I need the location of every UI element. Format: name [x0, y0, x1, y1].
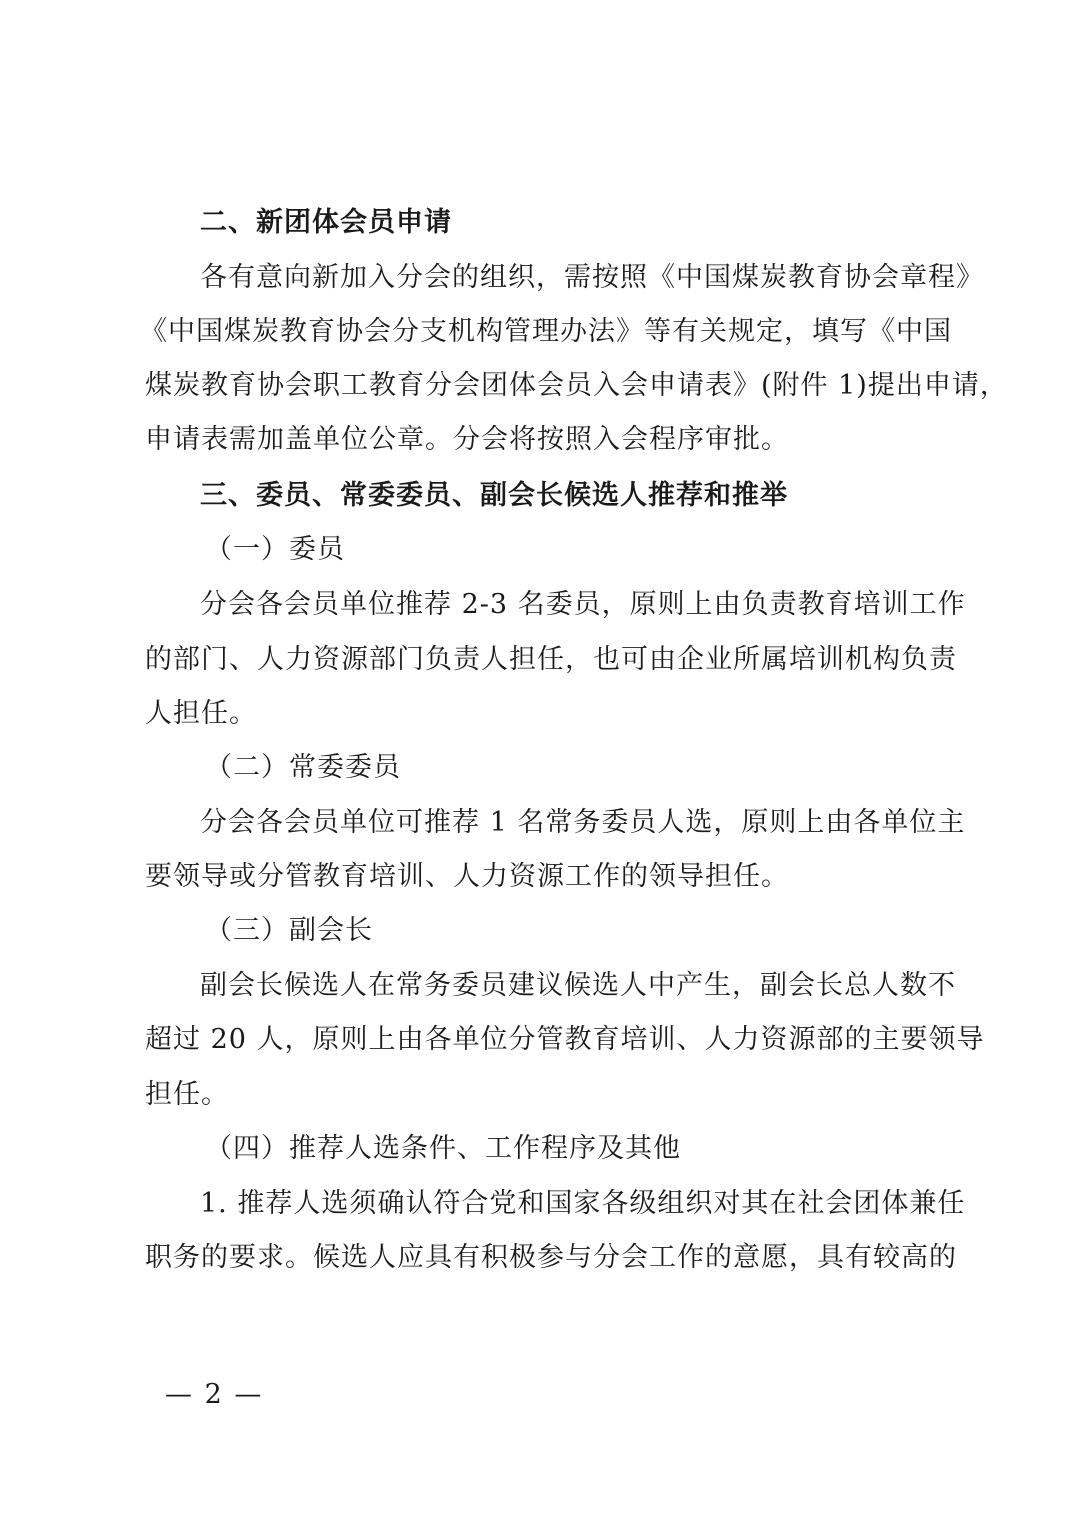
paragraph-line: 职务的要求。候选人应具有积极参与分会工作的意愿，具有较高的: [145, 1242, 957, 1273]
paragraph-line: 各有意向新加入分会的组织，需按照《中国煤炭教育协会章程》: [200, 262, 984, 293]
subsection-heading-1: （一）委员: [205, 534, 345, 565]
paragraph-line: 副会长候选人在常务委员建议候选人中产生，副会长总人数不: [200, 970, 956, 1001]
paragraph-line: 担任。: [145, 1079, 229, 1110]
paragraph-line: 煤炭教育协会职工教育分会团体会员入会申请表》(附件 1)提出申请，: [145, 370, 1008, 401]
paragraph-line: 《中国煤炭教育协会分支机构管理办法》等有关规定，填写《中国: [140, 316, 952, 347]
paragraph-line: 要领导或分管教育培训、人力资源工作的领导担任。: [145, 861, 789, 892]
paragraph-line: 申请表需加盖单位公章。分会将按照入会程序审批。: [145, 424, 789, 455]
subsection-heading-4: （四）推荐人选条件、工作程序及其他: [205, 1133, 681, 1164]
paragraph-line: 分会各会员单位可推荐 1 名常务委员人选，原则上由各单位主: [200, 807, 966, 838]
paragraph-line: 人担任。: [145, 698, 257, 729]
paragraph-line: 1. 推荐人选须确认符合党和国家各级组织对其在社会团体兼任: [200, 1188, 966, 1219]
page-number: — 2 —: [165, 1379, 264, 1410]
paragraph-line: 分会各会员单位推荐 2-3 名委员，原则上由负责教育培训工作: [200, 589, 966, 620]
paragraph-line: 超过 20 人，原则上由各单位分管教育培训、人力资源部的主要领导: [145, 1024, 985, 1055]
subsection-heading-2: （二）常委委员: [205, 752, 401, 783]
section-heading-2: 二、新团体会员申请: [200, 207, 452, 238]
subsection-heading-3: （三）副会长: [205, 915, 373, 946]
paragraph-line: 的部门、人力资源部门负责人担任，也可由企业所属培训机构负责: [145, 644, 957, 675]
section-heading-3: 三、委员、常委委员、副会长候选人推荐和推举: [200, 480, 788, 511]
